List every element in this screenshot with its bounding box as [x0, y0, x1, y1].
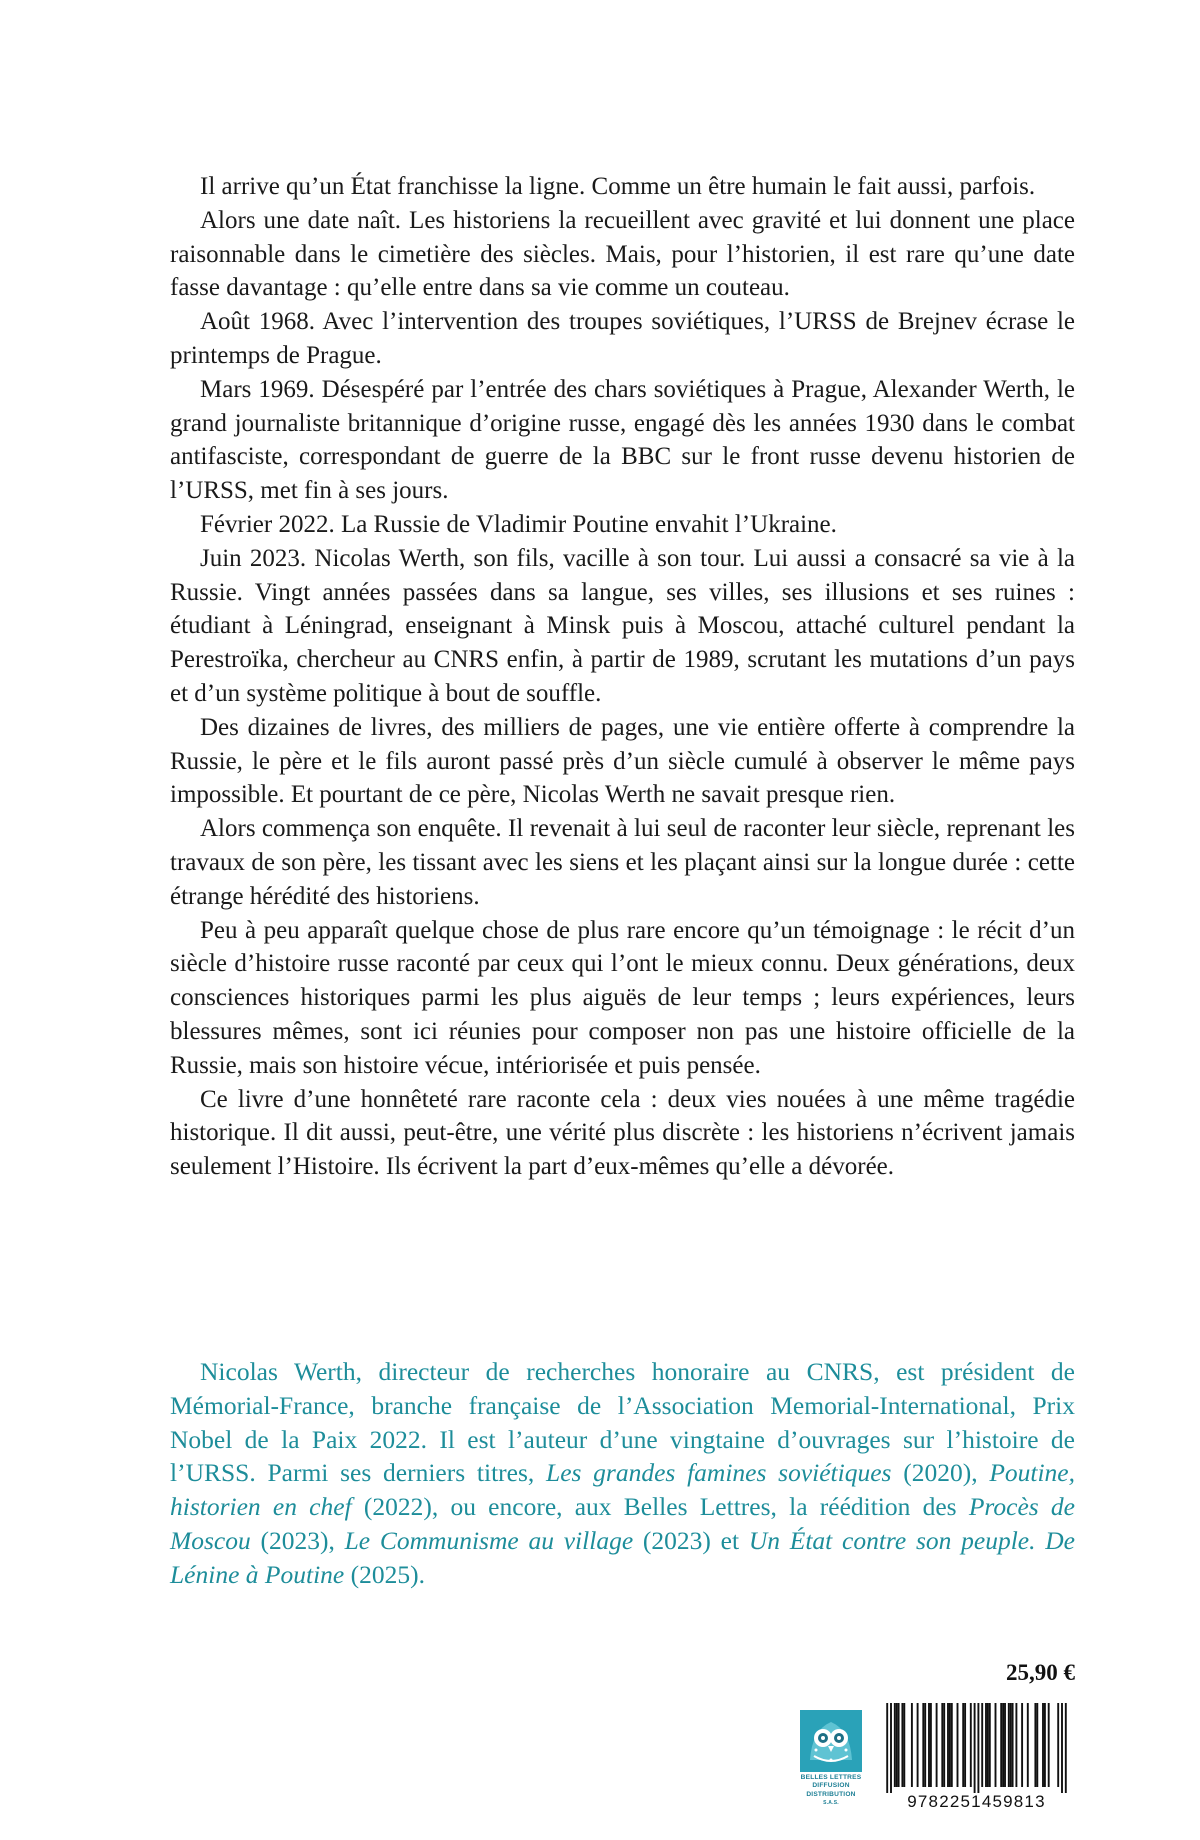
barcode-bar — [957, 1703, 959, 1787]
book-title: Le Communisme au village — [344, 1525, 634, 1555]
barcode-bar — [1004, 1703, 1006, 1787]
publisher-logo-text — [800, 1774, 862, 1808]
barcode-bar — [1057, 1703, 1059, 1787]
barcode-bar — [903, 1703, 905, 1787]
isbn-number: 9782251459813 — [907, 1792, 1046, 1811]
barcode-bar — [964, 1703, 966, 1787]
blurb-paragraph: Alors une date naît. Les historiens la recueillent avec gravité et lui donnent une place raisonnable dans le cimetière des siècles. Mais, pour l’historien, il est rare qu’une date fasse davantage : qu’elle entre dans sa vie comme un couteau. — [170, 206, 1075, 302]
bio-text: (2020), — [891, 1458, 990, 1488]
book-title: Les grandes famines soviétiques — [546, 1458, 892, 1488]
barcode-bar — [951, 1703, 953, 1787]
bio-text: (2025). — [344, 1559, 425, 1589]
bio-text: (2023), — [250, 1525, 345, 1555]
barcode-bar — [936, 1703, 938, 1787]
bio-text: (2022), ou encore, aux Belles Lettres, la réédition des — [351, 1492, 969, 1522]
barcode-bar — [1034, 1703, 1036, 1787]
blurb-paragraph: Des dizaines de livres, des milliers de pages, une vie entière offerte à comprendre la Russie, le père et le fils auront passé près d’un siècle cumulé à observer le même pays impossible. Et pourtant de ce père, Nicolas Werth ne savait presque rien. — [170, 713, 1075, 809]
barcode-bar — [943, 1703, 945, 1787]
barcode-bar — [924, 1703, 926, 1787]
publisher-logo-line: S.A.S. — [823, 1800, 839, 1807]
blurb-paragraph: Peu à peu apparaît quelque chose de plus rare encore qu’un témoignage : le récit d’un siècle d’histoire russe raconté par ceux qui l’ont le mieux connu. Deux générations, deux consciences historiques parmi les plus aiguës de leur temps ; leurs expériences, leurs blessures mêmes, sont ici réunies pour composer non pas une histoire officielle de la Russie, mais son histoire vécue, intériorisée et puis pensée. — [170, 916, 1075, 1079]
barcode-bar — [894, 1703, 896, 1787]
blurb-text — [170, 170, 1075, 1184]
barcode-bar — [911, 1703, 913, 1787]
author-bio — [170, 1355, 1075, 1592]
publisher-logo-mark — [800, 1710, 862, 1772]
barcode-bar — [995, 1703, 997, 1787]
owl-icon — [800, 1710, 862, 1772]
barcode-bar — [974, 1703, 976, 1793]
barcode-bar — [917, 1703, 919, 1787]
publisher-logo-line: DISTRIBUTION — [806, 1790, 856, 1798]
barcode-bar — [949, 1703, 951, 1787]
barcode-bar — [896, 1703, 898, 1787]
barcode-bar — [1065, 1703, 1067, 1793]
barcode-bar — [901, 1703, 903, 1787]
barcode-bar — [922, 1703, 924, 1787]
barcode-bars — [878, 1703, 1075, 1793]
barcode-bar — [977, 1703, 979, 1793]
barcode-bar — [898, 1703, 900, 1787]
publisher-logo-line: DIFFUSION — [812, 1782, 850, 1790]
barcode-bar — [1061, 1703, 1063, 1793]
barcode-bar — [1015, 1703, 1017, 1787]
barcode-bar — [962, 1703, 964, 1787]
barcode-bar — [928, 1703, 930, 1787]
barcode-bar — [985, 1703, 987, 1787]
blurb-paragraph: Février 2022. La Russie de Vladimir Poutine envahit l’Ukraine. — [200, 510, 837, 538]
isbn-barcode — [878, 1703, 1075, 1815]
barcode-bar — [1042, 1703, 1044, 1787]
bio-text: Nicolas Werth, directeur de recherches honoraire au CNRS, est président de Mémorial-France, branche française de l’Association Memorial-International, Prix Nobel de la Paix 2022. Il est l’auteur d’une vingtaine d’ouvrages sur l’histoire de l’URSS. Parmi ses derniers titres, — [170, 1357, 1075, 1488]
barcode-bar — [987, 1703, 989, 1787]
barcode-bar — [1010, 1703, 1012, 1787]
bio-text: (2023) et — [633, 1525, 749, 1555]
barcode-bar — [941, 1703, 943, 1787]
barcode-bar — [1000, 1703, 1002, 1787]
barcode-bar — [989, 1703, 991, 1787]
blurb-paragraph: Août 1968. Avec l’intervention des troupes soviétiques, l’URSS de Brejnev écrase le printemps de Prague. — [170, 308, 1075, 369]
blurb-paragraph: Juin 2023. Nicolas Werth, son fils, vacille à son tour. Lui aussi a consacré sa vie à la Russie. Vingt années passées dans sa langue, ses villes, ses illusions et ses ruines : étudiant à Léningrad, enseignant à Minsk puis à Moscou, attaché culturel pendant la Perestroïka, chercheur au CNRS enfin, à partir de 1989, scrutant les mutations d’un pays et d’un système politique à bout de souffle. — [170, 544, 1075, 707]
barcode-bar — [970, 1703, 972, 1787]
barcode-bar — [1012, 1703, 1014, 1787]
barcode-bar — [930, 1703, 932, 1787]
blurb-paragraph: Mars 1969. Désespéré par l’entrée des chars soviétiques à Prague, Alexander Werth, le grand journaliste britannique d’origine russe, engagé dès les années 1930 dans le combat antifasciste, correspondant de guerre de la BBC sur le front russe devenu historien de l’URSS, met fin à ses jours. — [170, 375, 1075, 505]
barcode-bar — [890, 1703, 892, 1793]
book-title: Un État contre son peuple. De Lénine à Poutine — [170, 1525, 1076, 1589]
blurb-paragraph: Il arrive qu’un État franchisse la ligne. Comme un être humain le fait aussi, parfois. — [200, 173, 1036, 200]
book-title: Poutine, historien en chef — [170, 1458, 1076, 1522]
barcode-bar — [981, 1703, 983, 1787]
author-bio-paragraph — [170, 1355, 1075, 1592]
barcode-bar — [1036, 1703, 1038, 1787]
publisher-logo — [800, 1710, 862, 1810]
barcode-bar — [1048, 1703, 1050, 1787]
blurb-paragraph: Alors commença son enquête. Il revenait à lui seul de raconter leur siècle, reprenant les travaux de son père, les tissant avec les siens et les plaçant ainsi sur la longue durée : cette étrange hérédité des historiens. — [170, 815, 1075, 910]
publisher-logo-line: BELLES LETTRES — [800, 1774, 862, 1781]
barcode-bar — [1002, 1703, 1004, 1787]
barcode-bar — [1027, 1703, 1029, 1787]
barcode-bar — [1044, 1703, 1046, 1787]
barcode-bar — [1008, 1703, 1010, 1787]
barcode-bar — [1021, 1703, 1023, 1787]
blurb-paragraph: Ce livre d’une honnêteté rare raconte cela : deux vies nouées à une même tragédie historique. Il dit aussi, peut-être, une vérité plus discrète : les historiens n’écrivent jamais seulement l’Histoire. Ils écrivent la part d’eux-mêmes qu’elle a dévorée. — [170, 1085, 1075, 1181]
book-title: Procès de Moscou — [170, 1492, 1075, 1555]
barcode-bar — [886, 1703, 888, 1793]
price-label: 25,90 € — [1006, 1660, 1075, 1685]
barcode-bar — [947, 1703, 949, 1787]
